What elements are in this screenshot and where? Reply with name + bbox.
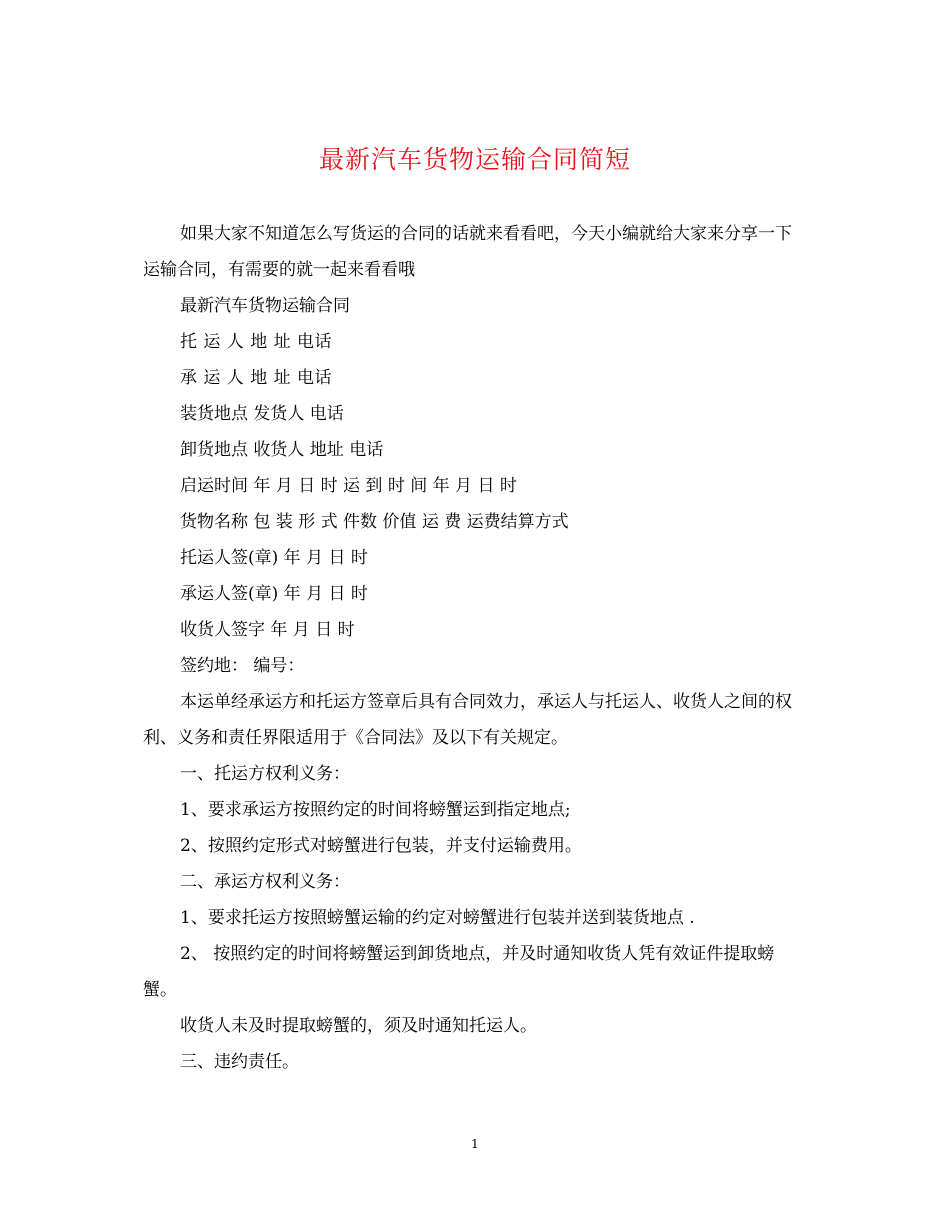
paragraph-section-two-item-2: 2、 按照约定的时间将螃蟹运到卸货地点，并及时通知收货人凭有效证件提取螃蟹。 (143, 944, 775, 1000)
paragraph-contract-heading: 最新汽车货物运输合同 (180, 296, 350, 316)
paragraph-section-one-item-1: 1、要求承运方按照约定的时间将螃蟹运到指定地点; (180, 800, 571, 820)
paragraph-shipper-line: 托 运 人 地 址 电话 (180, 332, 333, 352)
paragraph-section-one-item-2: 2、按照约定形式对螃蟹进行包装，并支付运输费用。 (180, 836, 582, 856)
paragraph-effect-clause: 本运单经承运方和托运方签章后具有合同效力，承运人与托运人、收货人之间的权利、义务和责任界限适用于《合同法》及以下有关规定。 (143, 692, 792, 748)
paragraph-section-one: 一、托运方权利义务： (180, 764, 350, 784)
document-body (143, 216, 808, 1080)
page-number: 1 (471, 1137, 479, 1151)
paragraph-time-line: 启运时间 年 月 日 时 运 到 时 间 年 月 日 时 (180, 476, 517, 496)
paragraph-signing-place: 签约地： 编号： (180, 656, 305, 676)
paragraph-consignee-signature: 收货人签字 年 月 日 时 (180, 620, 355, 640)
paragraph-section-two: 二、承运方权利义务： (180, 872, 350, 892)
paragraph-intro: 如果大家不知道怎么写货运的合同的话就来看看吧，今天小编就给大家来分享一下运输合同，有需要的就一起来看看哦 (143, 224, 792, 280)
paragraph-carrier-line: 承 运 人 地 址 电话 (180, 368, 333, 388)
paragraph-loading-line: 装货地点 发货人 电话 (180, 404, 344, 424)
paragraph-goods-line: 货物名称 包 装 形 式 件数 价值 运 费 运费结算方式 (180, 512, 569, 532)
document-title: 最新汽车货物运输合同简短 (318, 145, 631, 174)
paragraph-section-two-item-1: 1、要求托运方按照螃蟹运输的约定对螃蟹进行包装并送到装货地点 . (180, 908, 695, 928)
paragraph-carrier-signature: 承运人签(章) 年 月 日 时 (180, 584, 368, 604)
paragraph-section-three: 三、违约责任。 (180, 1052, 299, 1072)
paragraph-consignee-notice: 收货人未及时提取螃蟹的，须及时通知托运人。 (180, 1016, 537, 1036)
paragraph-shipper-signature: 托运人签(章) 年 月 日 时 (180, 548, 368, 568)
paragraph-unloading-line: 卸货地点 收货人 地址 电话 (180, 440, 384, 460)
